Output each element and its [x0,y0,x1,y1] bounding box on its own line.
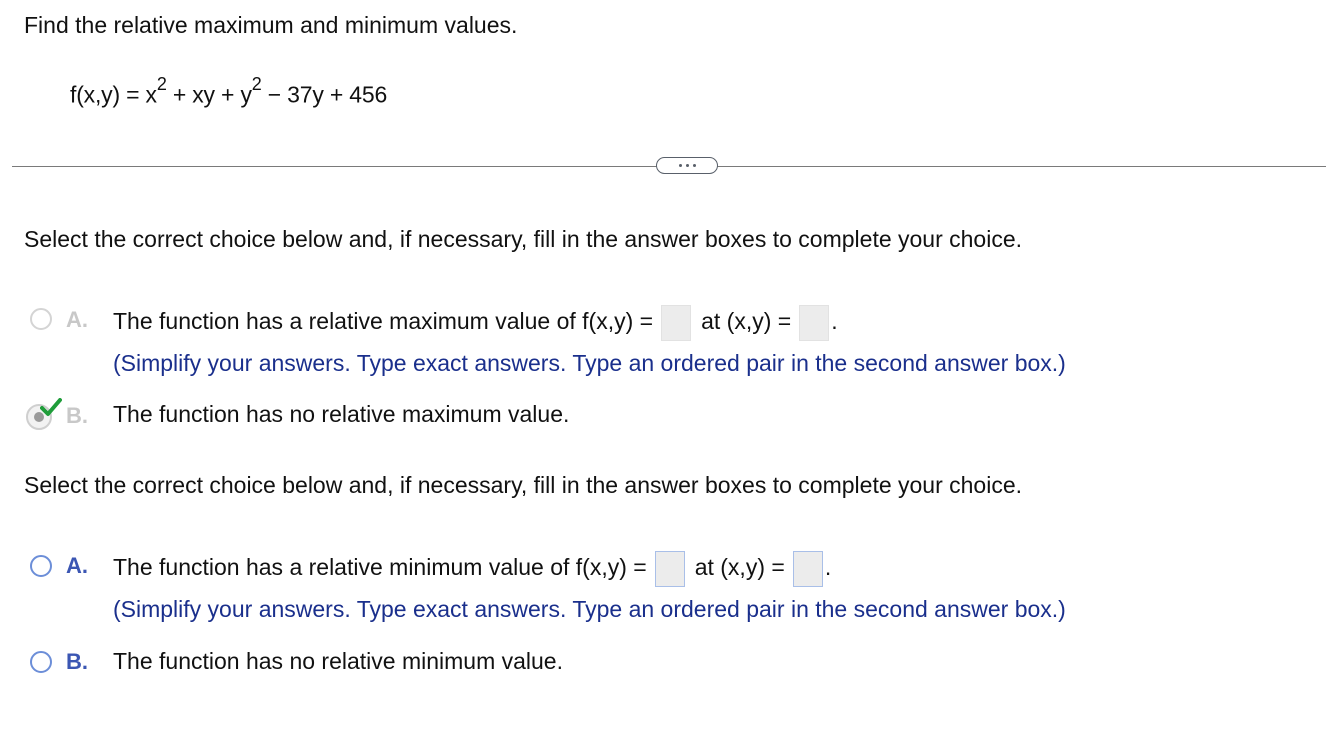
ellipsis-dot-icon [679,164,682,167]
correct-check-icon [40,398,62,418]
min-option-a-text-before: The function has a relative minimum value of f(x,y) = [113,554,647,581]
min-option-b-radio[interactable] [30,651,52,673]
min-option-a-text-after: . [824,554,832,581]
max-option-b-text: The function has no relative maximum value. [113,401,570,427]
formula-middle: + xy + y [166,81,252,108]
min-option-a-hint: (Simplify your answers. Type exact answers. Type an ordered pair in the second answer box.) [113,596,1066,622]
question-prompt: Find the relative maximum and minimum values. [24,12,518,38]
max-option-a-hint: (Simplify your answers. Type exact answers. Type an ordered pair in the second answer box.) [113,350,1066,376]
formula-rhs: − 37y + 456 [261,81,388,108]
min-value-answer-box[interactable] [655,551,685,587]
function-formula [70,74,388,109]
min-option-a-radio[interactable] [30,555,52,577]
formula-exponent-x: 2 [156,74,167,94]
max-point-answer-box [799,305,829,341]
max-option-a-text [113,305,838,341]
max-option-b-letter: B. [66,403,88,428]
max-option-a-radio [30,308,52,330]
min-point-answer-box[interactable] [793,551,823,587]
max-option-a-text-middle: at (x,y) = [701,308,792,335]
min-option-a-text-middle: at (x,y) = [694,554,785,581]
min-option-b-letter[interactable]: B. [66,649,88,674]
max-option-a-text-after: . [831,308,838,335]
min-option-a-text [113,551,831,587]
more-options-button[interactable] [656,157,718,174]
max-option-a-text-before: The function has a relative maximum value of f(x,y) = [113,308,654,335]
max-instruction: Select the correct choice below and, if necessary, fill in the answer boxes to complete your choice. [24,226,1023,252]
max-value-answer-box [661,305,691,341]
max-option-a-letter: A. [66,307,88,332]
min-instruction: Select the correct choice below and, if necessary, fill in the answer boxes to complete your choice. [24,472,1023,498]
ellipsis-dot-icon [693,164,696,167]
formula-lhs: f(x,y) = x [70,81,157,108]
max-option-b-radio [26,398,64,432]
formula-exponent-y: 2 [251,74,262,94]
min-option-b-text[interactable]: The function has no relative minimum value. [113,648,563,674]
min-option-a-letter[interactable]: A. [66,553,88,578]
ellipsis-dot-icon [686,164,689,167]
